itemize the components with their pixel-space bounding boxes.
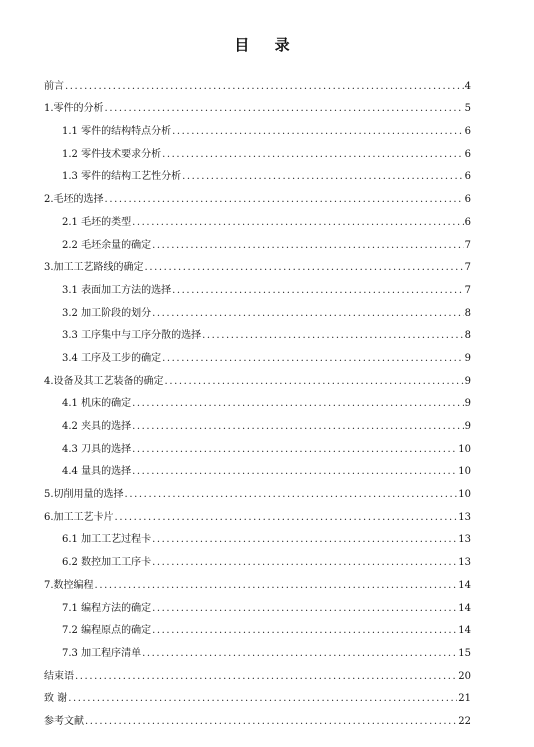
toc-entry[interactable] xyxy=(44,206,471,229)
toc-entry-page-number: 6 xyxy=(464,171,471,183)
toc-entry-page-number: 13 xyxy=(458,557,471,569)
toc-dot-leader xyxy=(142,647,457,660)
toc-entry-label: 7.1 编程方法的确定 xyxy=(62,602,152,614)
toc-entry-label: 致 谢 xyxy=(44,693,68,705)
toc-entry[interactable] xyxy=(44,637,471,660)
toc-entry-page-number: 14 xyxy=(458,625,471,637)
toc-dot-leader xyxy=(152,556,457,569)
toc-entry-label: 7.3 加工程序清单 xyxy=(62,647,142,659)
toc-entry[interactable] xyxy=(44,115,471,138)
toc-dot-leader xyxy=(172,125,464,138)
toc-entry[interactable] xyxy=(44,615,471,638)
toc-entry-label: 2.毛坯的选择 xyxy=(44,194,104,206)
toc-entry-label: 6.加工工艺卡片 xyxy=(44,511,114,523)
toc-entry-page-number: 7 xyxy=(464,262,471,274)
toc-entry[interactable] xyxy=(44,569,471,592)
toc-entry[interactable] xyxy=(44,388,471,411)
toc-entry-label: 1.零件的分析 xyxy=(44,103,104,115)
toc-entry[interactable] xyxy=(44,660,471,683)
toc-entry-label: 6.2 数控加工工序卡 xyxy=(62,557,152,569)
toc-entry-label: 5.切削用量的选择 xyxy=(44,489,124,501)
toc-entry-label: 7.2 编程原点的确定 xyxy=(62,625,152,637)
toc-entry[interactable] xyxy=(44,705,471,728)
toc-entry-page-number: 7 xyxy=(464,239,471,251)
toc-entry[interactable] xyxy=(44,524,471,547)
toc-dot-leader xyxy=(68,692,457,705)
toc-entry-page-number: 10 xyxy=(458,466,471,478)
toc-dot-leader xyxy=(152,307,464,320)
toc-entry[interactable] xyxy=(44,229,471,252)
toc-entry[interactable] xyxy=(44,546,471,569)
toc-dot-leader xyxy=(162,148,464,161)
toc-entry-page-number: 7 xyxy=(464,284,471,296)
toc-entry-page-number: 9 xyxy=(464,421,471,432)
toc-entry[interactable] xyxy=(44,478,471,501)
toc-dot-leader xyxy=(105,102,464,115)
toc-entry-page-number: 10 xyxy=(458,489,471,501)
toc-entry-page-number: 9 xyxy=(464,375,471,387)
toc-entry-label: 7.数控编程 xyxy=(44,579,94,591)
toc-entry-label: 4.2 夹具的选择 xyxy=(62,421,132,432)
toc-entry-label: 4.设备及其工艺装备的确定 xyxy=(44,375,164,387)
toc-dot-leader xyxy=(145,261,464,274)
toc-entry[interactable] xyxy=(44,501,471,524)
toc-entry-page-number: 5 xyxy=(464,103,471,115)
toc-dot-leader xyxy=(65,80,464,93)
toc-entry-label: 前言 xyxy=(44,80,64,92)
toc-dot-leader xyxy=(132,443,457,456)
toc-entry-label: 3.加工工艺路线的确定 xyxy=(44,262,144,274)
toc-entry-label: 4.3 刀具的选择 xyxy=(62,443,132,455)
toc-entry[interactable] xyxy=(44,161,471,184)
toc-entry-page-number: 20 xyxy=(458,670,471,682)
toc-entry-label: 3.4 工序及工步的确定 xyxy=(62,352,162,364)
toc-dot-leader xyxy=(115,511,458,524)
toc-entry[interactable] xyxy=(44,410,471,433)
toc-title: 目 录 xyxy=(234,36,300,54)
toc-entry-page-number: 22 xyxy=(458,715,471,727)
toc-dot-leader xyxy=(162,352,464,365)
toc-dot-leader xyxy=(152,239,464,252)
toc-entry-label: 3.1 表面加工方法的选择 xyxy=(62,284,172,296)
toc-entry-page-number: 13 xyxy=(458,511,471,523)
toc-entry[interactable] xyxy=(44,433,471,456)
toc-dot-leader xyxy=(105,193,464,206)
toc-entry[interactable] xyxy=(44,592,471,615)
toc-dot-leader xyxy=(132,465,457,478)
toc-entry-label: 6.1 加工工艺过程卡 xyxy=(62,534,152,546)
toc-entry[interactable] xyxy=(44,70,471,93)
toc-entry[interactable] xyxy=(44,683,471,706)
toc-entry-page-number: 15 xyxy=(458,647,471,659)
toc-entry-page-number: 9 xyxy=(464,352,471,364)
toc-dot-leader xyxy=(172,284,464,297)
toc-entry-label: 4.1 机床的确定 xyxy=(62,398,132,410)
toc-entry[interactable] xyxy=(44,252,471,275)
toc-entry[interactable] xyxy=(44,342,471,365)
toc-dot-leader xyxy=(95,579,458,592)
toc-entry-page-number: 8 xyxy=(464,307,471,319)
toc-entry[interactable] xyxy=(44,456,471,479)
toc-entry-page-number: 14 xyxy=(458,602,471,614)
toc-entry[interactable] xyxy=(44,365,471,388)
toc-entry[interactable] xyxy=(44,274,471,297)
toc-entry-page-number: 8 xyxy=(464,330,471,342)
toc-entry-label: 3.2 加工阶段的划分 xyxy=(62,307,152,319)
toc-dot-leader xyxy=(132,397,464,410)
toc-entry[interactable] xyxy=(44,138,471,161)
toc-entry-page-number: 6 xyxy=(464,148,471,160)
toc-entry-label: 参考文献 xyxy=(44,715,84,727)
toc-dot-leader xyxy=(152,624,457,637)
toc-entry-page-number: 9 xyxy=(464,398,471,410)
toc-entry-page-number: 14 xyxy=(458,579,471,591)
toc-entry-label: 2.2 毛坯余量的确定 xyxy=(62,239,152,251)
toc-entry-label: 1.3 零件的结构工艺性分析 xyxy=(62,171,182,183)
toc-entry-page-number: 21 xyxy=(458,693,471,705)
toc-dot-leader xyxy=(165,375,464,388)
toc-entry[interactable] xyxy=(44,183,471,206)
toc-entry-page-number: 10 xyxy=(458,443,471,455)
toc-entry-page-number: 6 xyxy=(464,216,471,228)
toc-entry-label: 2.1 毛坯的类型 xyxy=(62,216,132,228)
toc-entry[interactable] xyxy=(44,320,471,343)
toc-dot-leader xyxy=(85,715,457,728)
table-of-contents xyxy=(44,70,471,728)
toc-entry-page-number: 6 xyxy=(464,194,471,206)
toc-entry-label: 4.4 量具的选择 xyxy=(62,466,132,478)
toc-entry-page-number: 6 xyxy=(464,126,471,138)
toc-dot-leader xyxy=(152,533,457,546)
toc-entry[interactable] xyxy=(44,93,471,116)
toc-entry[interactable] xyxy=(44,297,471,320)
toc-entry-page-number: 4 xyxy=(464,80,471,92)
toc-dot-leader xyxy=(202,329,464,342)
toc-dot-leader xyxy=(132,216,464,229)
toc-dot-leader xyxy=(182,170,464,183)
toc-dot-leader xyxy=(152,602,457,615)
toc-entry-label: 1.1 零件的结构特点分析 xyxy=(62,126,172,138)
toc-entry-label: 结束语 xyxy=(44,670,74,682)
toc-dot-leader xyxy=(75,670,457,683)
toc-entry-label: 1.2 零件技术要求分析 xyxy=(62,148,162,160)
toc-dot-leader xyxy=(125,488,458,501)
toc-dot-leader xyxy=(132,420,464,433)
toc-entry-page-number: 13 xyxy=(458,534,471,546)
toc-entry-label: 3.3 工序集中与工序分散的选择 xyxy=(62,330,202,342)
